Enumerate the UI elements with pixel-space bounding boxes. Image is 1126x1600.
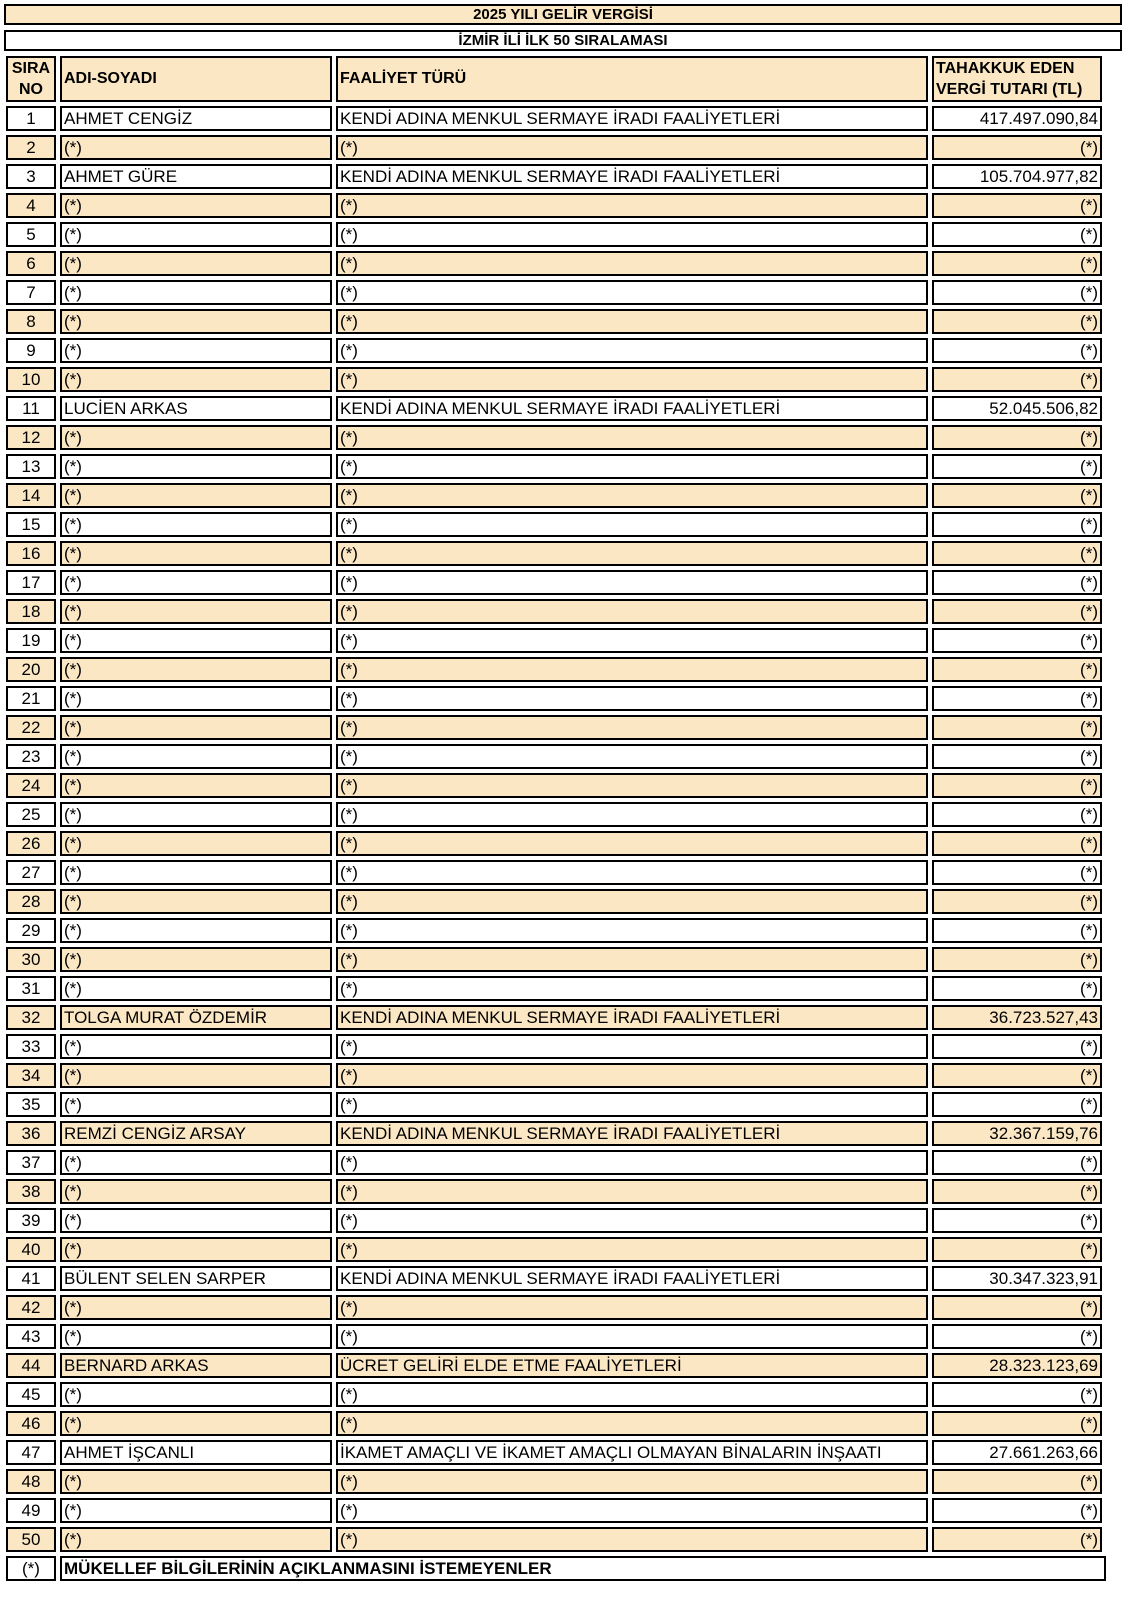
table-row	[4, 1264, 1122, 1293]
row-name: (*)	[60, 744, 332, 769]
row-name: (*)	[60, 454, 332, 479]
row-amount: (*)	[932, 425, 1102, 450]
row-number: 6	[6, 251, 56, 276]
footer-mark: (*)	[6, 1556, 56, 1581]
row-number: 13	[6, 454, 56, 479]
row-amount: (*)	[932, 338, 1102, 363]
table-row	[4, 1119, 1122, 1148]
row-activity: (*)	[336, 483, 928, 508]
table-row	[4, 974, 1122, 1003]
table-row	[4, 220, 1122, 249]
row-name: (*)	[60, 425, 332, 450]
row-activity: (*)	[336, 802, 928, 827]
row-number: 8	[6, 309, 56, 334]
row-name: REMZİ CENGİZ ARSAY	[60, 1121, 332, 1146]
page-subtitle: İZMİR İLİ İLK 50 SIRALAMASI	[4, 30, 1122, 51]
row-name: (*)	[60, 1034, 332, 1059]
table-row	[4, 1003, 1122, 1032]
row-activity: (*)	[336, 1295, 928, 1320]
row-activity: KENDİ ADINA MENKUL SERMAYE İRADI FAALİYETLERİ	[336, 106, 928, 131]
row-amount: (*)	[932, 715, 1102, 740]
row-amount: (*)	[932, 831, 1102, 856]
row-amount: (*)	[932, 193, 1102, 218]
row-name: (*)	[60, 1237, 332, 1262]
row-amount: (*)	[932, 251, 1102, 276]
row-name: (*)	[60, 686, 332, 711]
row-activity: KENDİ ADINA MENKUL SERMAYE İRADI FAALİYETLERİ	[336, 1266, 928, 1291]
row-activity: (*)	[336, 1237, 928, 1262]
row-amount: (*)	[932, 1324, 1102, 1349]
table-row	[4, 626, 1122, 655]
row-activity: (*)	[336, 512, 928, 537]
row-activity: (*)	[336, 773, 928, 798]
row-amount: (*)	[932, 1208, 1102, 1233]
row-name: (*)	[60, 831, 332, 856]
row-name: LUCİEN ARKAS	[60, 396, 332, 421]
row-name: (*)	[60, 251, 332, 276]
row-name: BERNARD ARKAS	[60, 1353, 332, 1378]
row-amount: (*)	[932, 1527, 1102, 1552]
row-name: (*)	[60, 1411, 332, 1436]
row-activity: (*)	[336, 1208, 928, 1233]
row-activity: (*)	[336, 425, 928, 450]
row-amount: (*)	[932, 570, 1102, 595]
row-number: 36	[6, 1121, 56, 1146]
table-row	[4, 568, 1122, 597]
row-number: 46	[6, 1411, 56, 1436]
row-activity: (*)	[336, 280, 928, 305]
row-number: 17	[6, 570, 56, 595]
row-number: 42	[6, 1295, 56, 1320]
table-row	[4, 394, 1122, 423]
row-amount: 27.661.263,66	[932, 1440, 1102, 1465]
row-name: (*)	[60, 367, 332, 392]
row-number: 37	[6, 1150, 56, 1175]
table-row	[4, 1293, 1122, 1322]
row-number: 4	[6, 193, 56, 218]
row-name: (*)	[60, 802, 332, 827]
row-amount: (*)	[932, 1034, 1102, 1059]
table-row	[4, 1525, 1122, 1554]
table-row	[4, 1206, 1122, 1235]
row-number: 34	[6, 1063, 56, 1088]
row-activity: (*)	[336, 1324, 928, 1349]
row-amount: (*)	[932, 628, 1102, 653]
row-name: (*)	[60, 918, 332, 943]
row-amount: (*)	[932, 1498, 1102, 1523]
row-amount: (*)	[932, 599, 1102, 624]
column-header-row	[4, 56, 1122, 104]
row-number: 27	[6, 860, 56, 885]
row-amount: (*)	[932, 976, 1102, 1001]
row-name: (*)	[60, 338, 332, 363]
row-name: (*)	[60, 1063, 332, 1088]
table-row	[4, 510, 1122, 539]
row-name: (*)	[60, 483, 332, 508]
row-number: 50	[6, 1527, 56, 1552]
row-number: 33	[6, 1034, 56, 1059]
row-name: (*)	[60, 628, 332, 653]
table-row	[4, 916, 1122, 945]
row-name: (*)	[60, 947, 332, 972]
row-name: (*)	[60, 599, 332, 624]
table-row	[4, 945, 1122, 974]
row-number: 12	[6, 425, 56, 450]
table-row	[4, 713, 1122, 742]
table-row	[4, 1438, 1122, 1467]
table-row	[4, 829, 1122, 858]
row-number: 16	[6, 541, 56, 566]
footer-row	[4, 1554, 1122, 1583]
row-activity: (*)	[336, 715, 928, 740]
row-activity: (*)	[336, 570, 928, 595]
row-activity: ÜCRET GELİRİ ELDE ETME FAALİYETLERİ	[336, 1353, 928, 1378]
row-activity: (*)	[336, 135, 928, 160]
table-row	[4, 858, 1122, 887]
row-activity: KENDİ ADINA MENKUL SERMAYE İRADI FAALİYETLERİ	[336, 396, 928, 421]
row-amount: (*)	[932, 454, 1102, 479]
row-amount: (*)	[932, 1237, 1102, 1262]
table-row	[4, 1090, 1122, 1119]
row-name: (*)	[60, 1469, 332, 1494]
table-row	[4, 336, 1122, 365]
row-name: AHMET GÜRE	[60, 164, 332, 189]
row-amount: 36.723.527,43	[932, 1005, 1102, 1030]
row-amount: (*)	[932, 541, 1102, 566]
row-number: 24	[6, 773, 56, 798]
row-name: (*)	[60, 976, 332, 1001]
row-amount: 32.367.159,76	[932, 1121, 1102, 1146]
row-activity: (*)	[336, 1411, 928, 1436]
table-row	[4, 1409, 1122, 1438]
row-activity: (*)	[336, 541, 928, 566]
row-number: 45	[6, 1382, 56, 1407]
column-header-name: ADI-SOYADI	[60, 56, 332, 102]
row-activity: (*)	[336, 889, 928, 914]
row-number: 2	[6, 135, 56, 160]
table-row	[4, 307, 1122, 336]
table-row	[4, 1061, 1122, 1090]
row-number: 15	[6, 512, 56, 537]
row-name: (*)	[60, 773, 332, 798]
row-number: 43	[6, 1324, 56, 1349]
table-row	[4, 249, 1122, 278]
row-number: 25	[6, 802, 56, 827]
row-amount: (*)	[932, 1092, 1102, 1117]
row-number: 49	[6, 1498, 56, 1523]
table-row	[4, 742, 1122, 771]
row-number: 3	[6, 164, 56, 189]
row-amount: (*)	[932, 483, 1102, 508]
row-number: 29	[6, 918, 56, 943]
row-name: (*)	[60, 1179, 332, 1204]
row-name: (*)	[60, 889, 332, 914]
table-row	[4, 800, 1122, 829]
row-amount: (*)	[932, 657, 1102, 682]
table-row	[4, 1177, 1122, 1206]
table-row	[4, 1467, 1122, 1496]
row-amount: (*)	[932, 686, 1102, 711]
table-row	[4, 1148, 1122, 1177]
row-name: (*)	[60, 1295, 332, 1320]
row-number: 44	[6, 1353, 56, 1378]
column-header-sira	[6, 56, 56, 102]
row-amount: (*)	[932, 367, 1102, 392]
row-number: 18	[6, 599, 56, 624]
row-activity: (*)	[336, 1150, 928, 1175]
table-row	[4, 278, 1122, 307]
row-name: (*)	[60, 193, 332, 218]
row-activity: (*)	[336, 338, 928, 363]
row-amount: 52.045.506,82	[932, 396, 1102, 421]
row-number: 39	[6, 1208, 56, 1233]
row-activity: (*)	[336, 1527, 928, 1552]
row-amount: (*)	[932, 947, 1102, 972]
row-number: 19	[6, 628, 56, 653]
row-activity: (*)	[336, 367, 928, 392]
row-activity: (*)	[336, 251, 928, 276]
row-amount: (*)	[932, 1382, 1102, 1407]
table-row	[4, 684, 1122, 713]
table-row	[4, 1496, 1122, 1525]
row-name: (*)	[60, 309, 332, 334]
table-row	[4, 1322, 1122, 1351]
row-activity: (*)	[336, 1092, 928, 1117]
table-row	[4, 887, 1122, 916]
row-amount: (*)	[932, 1063, 1102, 1088]
table-row	[4, 104, 1122, 133]
row-name: (*)	[60, 1498, 332, 1523]
column-header-sira-line1: SIRA	[11, 60, 51, 77]
row-activity: (*)	[336, 947, 928, 972]
row-amount: (*)	[932, 135, 1102, 160]
column-header-amount-line1: TAHAKKUK EDEN	[936, 60, 1075, 77]
row-activity: İKAMET AMAÇLI VE İKAMET AMAÇLI OLMAYAN BİNALARIN İNŞAATI	[336, 1440, 928, 1465]
row-number: 22	[6, 715, 56, 740]
row-name: (*)	[60, 1527, 332, 1552]
row-amount: 105.704.977,82	[932, 164, 1102, 189]
row-name: TOLGA MURAT ÖZDEMİR	[60, 1005, 332, 1030]
row-name: (*)	[60, 280, 332, 305]
row-amount: 30.347.323,91	[932, 1266, 1102, 1291]
row-name: (*)	[60, 541, 332, 566]
row-amount: 417.497.090,84	[932, 106, 1102, 131]
row-amount: (*)	[932, 773, 1102, 798]
row-number: 31	[6, 976, 56, 1001]
row-name: AHMET CENGİZ	[60, 106, 332, 131]
table-row	[4, 133, 1122, 162]
row-amount: (*)	[932, 1295, 1102, 1320]
row-activity: (*)	[336, 1498, 928, 1523]
footer-note: MÜKELLEF BİLGİLERİNİN AÇIKLANMASINI İSTEMEYENLER	[60, 1556, 1106, 1581]
row-number: 7	[6, 280, 56, 305]
row-amount: (*)	[932, 1469, 1102, 1494]
row-amount: (*)	[932, 889, 1102, 914]
table-body	[4, 104, 1122, 1554]
row-name: BÜLENT SELEN SARPER	[60, 1266, 332, 1291]
row-activity: (*)	[336, 744, 928, 769]
column-header-activity: FAALİYET TÜRÜ	[336, 56, 928, 102]
row-name: (*)	[60, 657, 332, 682]
row-number: 14	[6, 483, 56, 508]
row-number: 40	[6, 1237, 56, 1262]
row-amount: (*)	[932, 860, 1102, 885]
row-amount: (*)	[932, 280, 1102, 305]
column-header-amount	[932, 56, 1102, 102]
row-activity: (*)	[336, 628, 928, 653]
tax-ranking-sheet	[4, 4, 1122, 1583]
row-name: (*)	[60, 1150, 332, 1175]
table-row	[4, 1380, 1122, 1409]
row-name: (*)	[60, 715, 332, 740]
row-activity: (*)	[336, 657, 928, 682]
row-number: 38	[6, 1179, 56, 1204]
row-activity: (*)	[336, 1382, 928, 1407]
row-activity: (*)	[336, 193, 928, 218]
row-name: (*)	[60, 1324, 332, 1349]
row-activity: (*)	[336, 686, 928, 711]
row-name: (*)	[60, 135, 332, 160]
row-activity: (*)	[336, 1063, 928, 1088]
row-number: 11	[6, 396, 56, 421]
row-activity: KENDİ ADINA MENKUL SERMAYE İRADI FAALİYETLERİ	[336, 1121, 928, 1146]
row-activity: (*)	[336, 976, 928, 1001]
row-number: 10	[6, 367, 56, 392]
row-number: 47	[6, 1440, 56, 1465]
row-amount: (*)	[932, 918, 1102, 943]
row-name: AHMET İŞCANLI	[60, 1440, 332, 1465]
row-amount: (*)	[932, 802, 1102, 827]
row-activity: KENDİ ADINA MENKUL SERMAYE İRADI FAALİYETLERİ	[336, 164, 928, 189]
row-activity: (*)	[336, 599, 928, 624]
row-name: (*)	[60, 860, 332, 885]
row-number: 26	[6, 831, 56, 856]
table-row	[4, 162, 1122, 191]
row-amount: (*)	[932, 309, 1102, 334]
table-row	[4, 365, 1122, 394]
table-row	[4, 1032, 1122, 1061]
row-activity: (*)	[336, 222, 928, 247]
row-number: 32	[6, 1005, 56, 1030]
row-amount: (*)	[932, 512, 1102, 537]
row-number: 41	[6, 1266, 56, 1291]
row-name: (*)	[60, 1382, 332, 1407]
page-title: 2025 YILI GELİR VERGİSİ	[4, 4, 1122, 25]
row-amount: (*)	[932, 1179, 1102, 1204]
row-number: 20	[6, 657, 56, 682]
column-header-amount-line2: VERGİ TUTARI (TL)	[936, 81, 1083, 98]
table-row	[4, 655, 1122, 684]
row-number: 28	[6, 889, 56, 914]
table-row	[4, 1235, 1122, 1264]
table-row	[4, 771, 1122, 800]
row-number: 23	[6, 744, 56, 769]
row-number: 35	[6, 1092, 56, 1117]
row-name: (*)	[60, 1092, 332, 1117]
row-name: (*)	[60, 570, 332, 595]
row-number: 5	[6, 222, 56, 247]
row-name: (*)	[60, 1208, 332, 1233]
row-activity: (*)	[336, 918, 928, 943]
row-number: 30	[6, 947, 56, 972]
column-header-sira-line2: NO	[19, 81, 43, 98]
row-activity: (*)	[336, 454, 928, 479]
table-row	[4, 539, 1122, 568]
row-name: (*)	[60, 222, 332, 247]
row-amount: (*)	[932, 744, 1102, 769]
row-name: (*)	[60, 512, 332, 537]
row-activity: (*)	[336, 831, 928, 856]
row-number: 1	[6, 106, 56, 131]
row-amount: (*)	[932, 1411, 1102, 1436]
row-activity: (*)	[336, 1469, 928, 1494]
table-row	[4, 1351, 1122, 1380]
row-activity: (*)	[336, 1179, 928, 1204]
table-row	[4, 191, 1122, 220]
row-activity: (*)	[336, 309, 928, 334]
table-row	[4, 452, 1122, 481]
row-number: 9	[6, 338, 56, 363]
row-amount: (*)	[932, 1150, 1102, 1175]
table-row	[4, 481, 1122, 510]
row-activity: (*)	[336, 1034, 928, 1059]
row-activity: (*)	[336, 860, 928, 885]
row-number: 21	[6, 686, 56, 711]
row-amount: (*)	[932, 222, 1102, 247]
row-activity: KENDİ ADINA MENKUL SERMAYE İRADI FAALİYETLERİ	[336, 1005, 928, 1030]
table-row	[4, 597, 1122, 626]
row-amount: 28.323.123,69	[932, 1353, 1102, 1378]
row-number: 48	[6, 1469, 56, 1494]
table-row	[4, 423, 1122, 452]
